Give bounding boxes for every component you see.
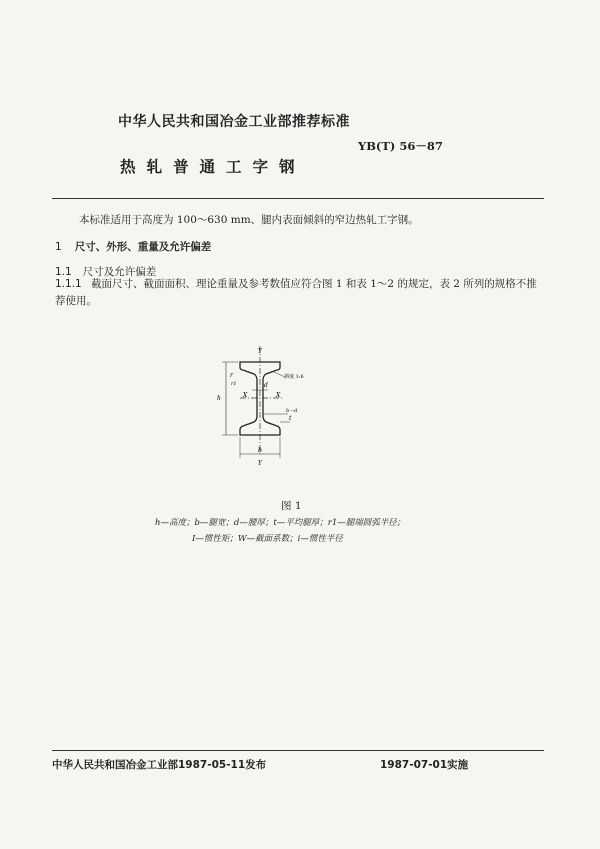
section-1-title: 尺寸、外形、重量及允许偏差 xyxy=(74,241,212,253)
section-1-heading xyxy=(55,235,211,254)
clause-1-1-1-line-1: 截面尺寸、截面面积、理论重量及参考数值应符合图 1 和表 1～2 的规定，表 2 所列的规格不推 xyxy=(91,278,537,290)
b-label: b xyxy=(258,447,262,454)
scope-paragraph: 本标准适用于高度为 100～630 mm、腿内表面倾斜的窄边热轧工字钢。 xyxy=(79,214,419,226)
figure-legend-line-2: I—惯性矩；W—截面系数；i—惯性半径 xyxy=(192,534,343,544)
clause-1-1-1-line-2: 荐使用。 xyxy=(55,295,97,307)
b-minus-d-label: b－d xyxy=(286,408,298,414)
subsection-1-1-number: 1.1 xyxy=(55,266,72,278)
clause-1-1-1-number: 1.1.1 xyxy=(55,278,82,290)
effective-date-line: 1987-07-01实施 xyxy=(380,759,469,771)
y-label-top: Y xyxy=(258,348,262,355)
issuing-authority-heading: 中华人民共和国冶金工业部推荐标准 xyxy=(118,114,350,130)
x-label-right: X xyxy=(276,392,281,399)
d-label: d xyxy=(264,382,268,389)
standard-code: YB(T) 56－87 xyxy=(358,139,443,153)
section-1-number: 1 xyxy=(55,241,62,253)
footer-rule xyxy=(52,750,544,751)
r-label: r xyxy=(230,372,233,379)
figure-legend-line-1: h—高度；b—腿宽；d—腰厚；t—平均腿厚；r1—腿端圆弧半径； xyxy=(155,518,406,528)
clause-1-1-1 xyxy=(55,276,545,310)
i-beam-cross-section-figure xyxy=(210,340,320,470)
h-label: h xyxy=(217,395,221,402)
figure-caption: 图 1 xyxy=(281,500,302,512)
subsection-1-1-title: 尺寸及允许偏差 xyxy=(82,266,157,278)
header-rule xyxy=(52,198,544,199)
slope-label: 斜度 1:6 xyxy=(284,374,304,380)
document-title: 热轧普通工字钢 xyxy=(120,158,306,176)
x-label-left: X xyxy=(243,392,248,399)
t-label: t xyxy=(289,415,292,422)
issue-date-line: 中华人民共和国冶金工业部1987-05-11发布 xyxy=(52,759,267,771)
y-label-bottom: Y xyxy=(258,460,262,467)
r1-label: r1 xyxy=(231,381,237,387)
